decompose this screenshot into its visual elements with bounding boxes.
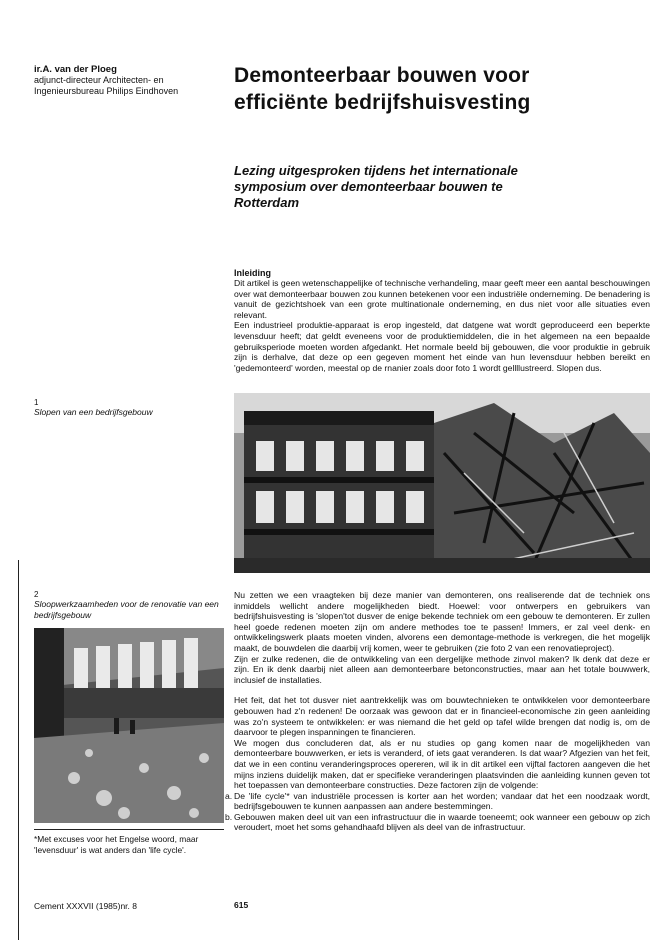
- footnote: *Met excuses voor het Engelse woord, maar 'levensduur' is wat anders dan 'life cycle'.: [34, 834, 199, 855]
- paragraph: Nu zetten we een vraagteken bij deze manier van demonteren, ons realiserende dat de techniek ons inmiddels wellicht andere mogelijkheden biedt. Hoewel: voor ontwerpers en gebruikers van bedrijfshuisvesting is 'slopen'tot dusver de enige bekende techniek om een gebouw te demonteren. Er zullen heel goede redenen moeten zijn om andere methodes toe te passen! Immers, er zal veel denk- en ontwikkelingswerk plaats moeten vinden, alvorens een demontage-methode is verkregen, die het mogelijk maakt, de bouwdelen die daarbij vrij komen, weer te gebruiken (zie foto 2 van een renovatieproject).: [234, 590, 650, 653]
- list-item: [225, 811, 650, 833]
- author-role-line: Ingenieursbureau Philips Eindhoven: [34, 86, 179, 96]
- figure-caption-text: Slopen van een bedrijfsgebouw: [34, 407, 153, 417]
- figure-caption-text: Sloopwerkzaamheden voor de renovatie van een bedrijfsgebouw: [34, 599, 219, 620]
- journal-reference: Cement XXXVII (1985)nr. 8: [34, 901, 137, 911]
- paragraph: Een industrieel produktie-apparaat is erop ingesteld, dat datgene wat wordt geproduceerd een beperkte levensduur heeft; dat geldt eveneens voor de produktiemiddelen, die in het algemeen na een bepaalde gebruiksperiode moeten worden afgedankt. Het normale beeld bij gebouwen, die voor produktie in gebruik zijn is derhalve, dat deze op een gegeven moment het einde van hun levensduur hebben bereikt en 'gedemonteerd' worden, meestal op de rnanier zoals door foto 1 wordt gellllustreerd. Slopen dus.: [234, 320, 650, 373]
- subtitle-line: symposium over demonteerbaar bouwen te: [234, 179, 503, 194]
- list-item-text: Gebouwen maken deel uit van een infrastructuur die in waarde toeneemt; ook wanneer een gebouw op zich veroudert, moet het soms gehandhaafd blijven als deel van de infrastructuur.: [234, 811, 650, 833]
- title-line: Demonteerbaar bouwen voor: [234, 64, 530, 87]
- figure-number: 2: [34, 590, 39, 599]
- list-marker: a.: [225, 790, 233, 801]
- paragraph: We mogen dus concluderen dat, als er nu studies op gang komen naar de mogelijkheden van demonteerbare bouwwerken, er iets is veranderd, of iets gaat veranderen. Is dat waar? Afgezien van het feit, dat we in een continu veranderingsproces opereren, wil ik in dit artikel een vijftal factoren aangeven die het mijns inziens duidelijk maken, dat er specifieke veranderingen plaatsvinden die aanleiding kunnen geven tot het toepassen van demonteerbare constructies. Deze factoren zijn de volgende:: [234, 737, 650, 791]
- photo-demolition-building: [234, 393, 650, 573]
- body-text: [225, 590, 650, 833]
- intro-text: [234, 278, 650, 373]
- figure1-caption: [34, 398, 224, 418]
- author-role-line: adjunct-directeur Architecten- en: [34, 75, 164, 85]
- footnote-divider: [34, 829, 224, 830]
- author-affiliation: [34, 75, 224, 97]
- list-item-text: De 'life cycle'* van industriële processen is korter aan het worden; vandaar dat het een noodzaak wordt, bedrijfsgebouwen te kunnen aanpassen aan andere bestemmingen.: [234, 790, 650, 812]
- figure2-caption: [34, 590, 224, 620]
- author-name: ir.A. van der Ploeg: [34, 64, 117, 75]
- title-line: efficiënte bedrijfshuisvesting: [234, 91, 531, 114]
- section-heading: Inleiding: [234, 268, 271, 278]
- paragraph: Het feit, dat het tot dusver niet aantrekkelijk was om bouwtechnieken te ontwikkelen voor demonteerbare gebouwen had z'n redenen! De oorzaak was gewoon dat er in financieel-economische zin geen aanleiding was zo'n systeem te ontwikkelen: er was niemand die het geld op tafel wilde brengen dat nodig is, om de daarvoor te plegen inspanningen te financieren.: [234, 695, 650, 738]
- figure-number: 1: [34, 398, 39, 407]
- article-subtitle: [234, 163, 654, 211]
- list-item: [225, 790, 650, 812]
- list-marker: b.: [225, 811, 233, 822]
- photo-renovation-interior: [34, 628, 224, 823]
- margin-rule: [18, 560, 19, 940]
- subtitle-line: Rotterdam: [234, 195, 300, 210]
- page-number: 615: [234, 900, 249, 910]
- article-title: [234, 62, 654, 116]
- paragraph: Zijn er zulke redenen, die de ontwikkeling van een dergelijke methode zinvol maken? Ik denk dat deze er zijn. En ik denk daarbij niet alleen aan demonteerbare betonconstructies, maar aan het totale bouwwerk, inclusief de installaties.: [234, 653, 650, 685]
- subtitle-line: Lezing uitgesproken tijdens het internationale: [234, 163, 518, 178]
- paragraph: Dit artikel is geen wetenschappelijke of technische verhandeling, maar geeft meer een aantal beschouwingen over wat demonteerbaar bouwen zou kunnen betekenen voor een industriële onderneming. De benadering is vanuit de gezichtshoek van een grote multinationale onderneming, en dus niet voor alle situaties even relevant.: [234, 278, 650, 320]
